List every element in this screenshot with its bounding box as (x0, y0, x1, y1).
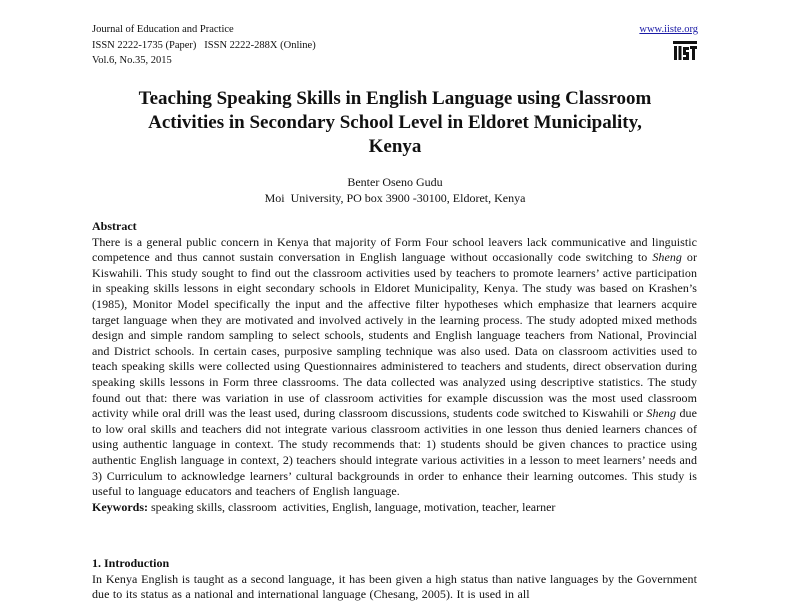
abstract-text-part-2: or Kiswahili. This study sought to find out the classroom activities used by teachers to promote learners’ active participation in speaking skills lessons in eight secondary schools in Eldoret Municipality, Kenya. The study was based on Krashen’s (1985), Monitor Model specifically the input and the affective filter hypotheses which emphasize that learners acquire target language when they are motivated and involved actively in the learning process. The study adopted mixed methods design and simple random sampling to select schools, students and English language teachers from National, Provincial and District schools. In certain cases, purposive sampling technique was also used. Data on classroom activities used to teach speaking skills were collected using Questionnaires administered to teachers and students, direct observation during speaking skills lessons in Form three classrooms. The data collected was analyzed using descriptive statistics. The study found out that: there was variation in use of classroom activities for example discussion was the most used classroom activity while oral drill was the least used, during classroom discussions, students code switched to Kiswahili or (92, 250, 698, 421)
journal-header (92, 22, 698, 72)
abstract-body (92, 235, 697, 500)
journal-name: Journal of Education and Practice (92, 24, 234, 35)
abstract-text-part-3: due to low oral skills and teachers did not integrate various classroom activities in one lesson thus denied learners chances of using authentic language in context. The study recommends that: 1) students should be given chances to practice using authentic English language in context, 2) teachers should integrate various activities in a lesson to meet learners’ needs and 3) Curriculum to acknowledge learners’ cultural backgrounds in order to enhance their learning outcomes. This study is useful to language educators and teachers of English language. (92, 406, 697, 499)
keywords-text: speaking skills, classroom activities, English, language, motivation, teacher, learner (148, 499, 556, 514)
abstract-section (92, 219, 697, 515)
journal-meta (92, 22, 316, 69)
keywords-label: Keywords: (92, 499, 148, 514)
term-sheng-1: Sheng (652, 250, 682, 265)
paper-title-line-1: Teaching Speaking Skills in English Language using Classroom (138, 88, 652, 109)
paper-title-line-2: Activities in Secondary School Level in Eldoret Municipality, (148, 112, 642, 133)
journal-issn: ISSN 2222-1735 (Paper) ISSN 2222-288X (Online) (92, 39, 316, 51)
iiste-logo (672, 40, 698, 62)
paper-title (60, 87, 730, 159)
abstract-heading: Abstract (92, 219, 137, 233)
introduction-section (92, 556, 697, 603)
journal-volume: Vol.6, No.35, 2015 (92, 55, 172, 66)
introduction-body: In Kenya English is taught as a second language, it has been given a high status than native languages by the Government due to its status as a national and international language (Chesang, 2005). It is used in all (92, 571, 697, 602)
introduction-heading: 1. Introduction (92, 556, 170, 570)
journal-branding (618, 22, 698, 67)
author-affiliation: Moi University, PO box 3900 -30100, Eldoret, Kenya (264, 191, 526, 205)
term-sheng-2: Sheng (646, 406, 676, 421)
author-name: Benter Oseno Gudu (347, 175, 443, 189)
author-block (95, 174, 695, 206)
journal-website-link[interactable]: www.iiste.org (639, 24, 698, 35)
paper-title-line-3: Kenya (368, 136, 422, 157)
keywords-line (92, 500, 697, 516)
abstract-text-part-1: There is a general public concern in Kenya that majority of Form Four school leavers lack communicative and linguistic competence and thus cannot sustain conversation in English language without occasionally code switching to (92, 234, 697, 265)
